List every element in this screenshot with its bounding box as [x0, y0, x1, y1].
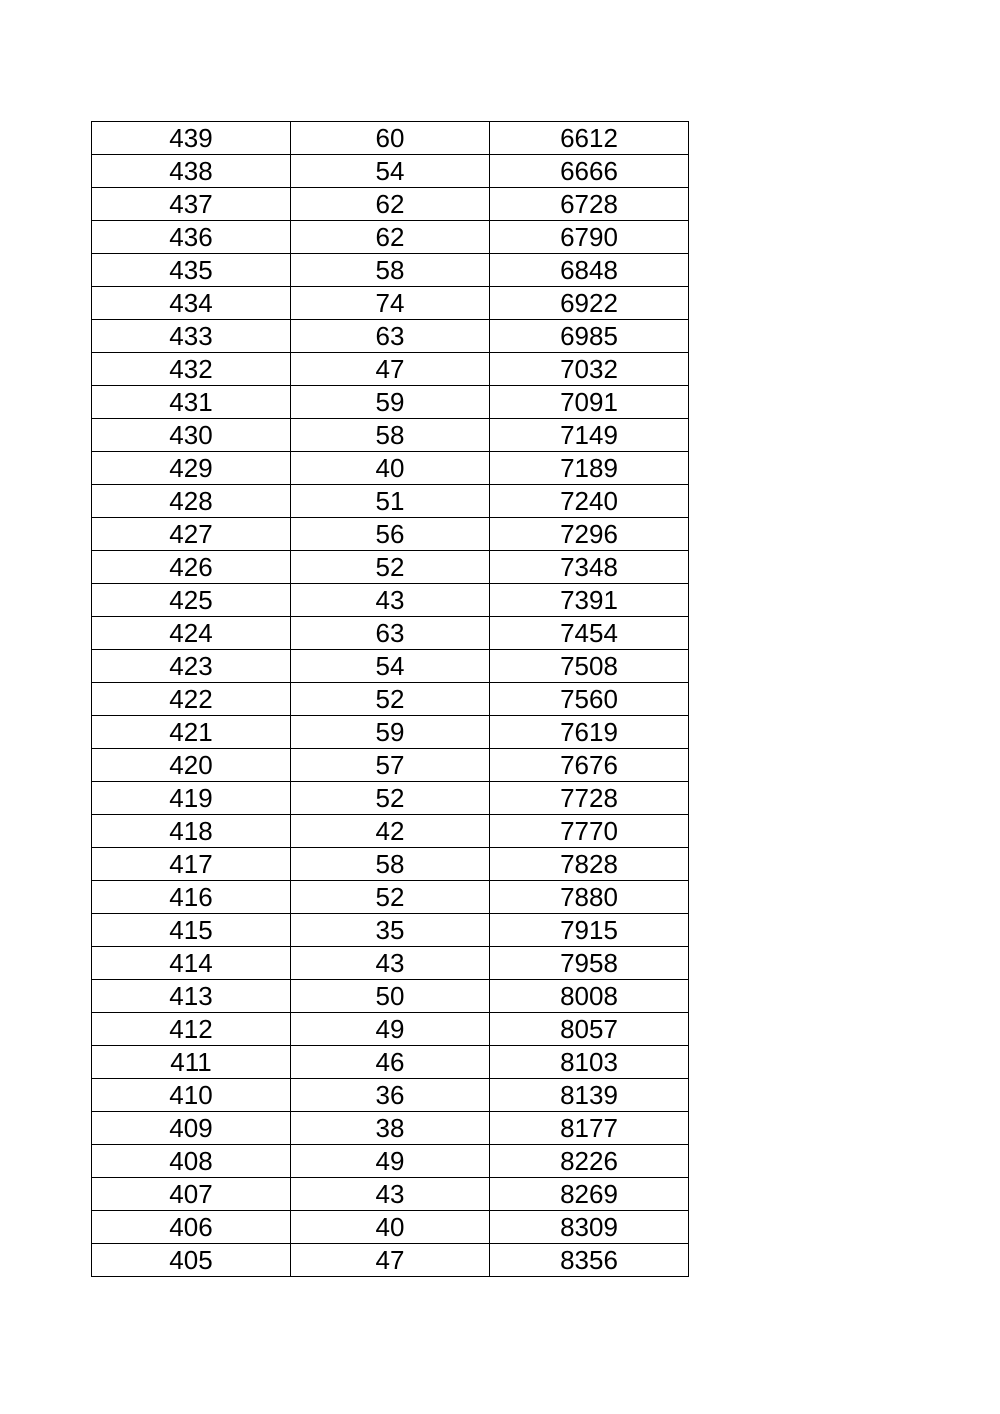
score-cell: 422 — [92, 683, 291, 716]
cumulative-cell: 8057 — [490, 1013, 689, 1046]
count-cell: 60 — [291, 122, 490, 155]
table-row — [92, 947, 689, 980]
count-cell: 38 — [291, 1112, 490, 1145]
score-cell: 428 — [92, 485, 291, 518]
table-row — [92, 782, 689, 815]
score-cell: 430 — [92, 419, 291, 452]
cumulative-cell: 6848 — [490, 254, 689, 287]
count-cell: 43 — [291, 1178, 490, 1211]
table-row — [92, 419, 689, 452]
score-cell: 408 — [92, 1145, 291, 1178]
table-row — [92, 584, 689, 617]
score-cell: 435 — [92, 254, 291, 287]
score-cell: 413 — [92, 980, 291, 1013]
cumulative-cell: 7508 — [490, 650, 689, 683]
table-row — [92, 452, 689, 485]
cumulative-cell: 7091 — [490, 386, 689, 419]
table-row — [92, 155, 689, 188]
count-cell: 62 — [291, 221, 490, 254]
score-cell: 407 — [92, 1178, 291, 1211]
table-row — [92, 1112, 689, 1145]
count-cell: 36 — [291, 1079, 490, 1112]
table-row — [92, 1046, 689, 1079]
cumulative-cell: 7828 — [490, 848, 689, 881]
count-cell: 59 — [291, 716, 490, 749]
count-cell: 56 — [291, 518, 490, 551]
score-cell: 415 — [92, 914, 291, 947]
table-row — [92, 1211, 689, 1244]
score-cell: 416 — [92, 881, 291, 914]
cumulative-cell: 7240 — [490, 485, 689, 518]
cumulative-cell: 6985 — [490, 320, 689, 353]
count-cell: 52 — [291, 551, 490, 584]
score-cell: 436 — [92, 221, 291, 254]
count-cell: 54 — [291, 155, 490, 188]
cumulative-cell: 6922 — [490, 287, 689, 320]
score-cell: 406 — [92, 1211, 291, 1244]
count-cell: 49 — [291, 1013, 490, 1046]
count-cell: 52 — [291, 881, 490, 914]
table-row — [92, 980, 689, 1013]
score-cell: 411 — [92, 1046, 291, 1079]
table-row — [92, 551, 689, 584]
cumulative-cell: 7032 — [490, 353, 689, 386]
cumulative-cell: 8008 — [490, 980, 689, 1013]
count-cell: 58 — [291, 254, 490, 287]
score-cell: 429 — [92, 452, 291, 485]
table-body — [92, 122, 689, 1277]
score-cell: 414 — [92, 947, 291, 980]
score-cell: 410 — [92, 1079, 291, 1112]
cumulative-cell: 8226 — [490, 1145, 689, 1178]
cumulative-cell: 8177 — [490, 1112, 689, 1145]
score-cell: 409 — [92, 1112, 291, 1145]
table-row — [92, 188, 689, 221]
cumulative-cell: 7880 — [490, 881, 689, 914]
score-cell: 437 — [92, 188, 291, 221]
score-cell: 418 — [92, 815, 291, 848]
score-cell: 431 — [92, 386, 291, 419]
count-cell: 50 — [291, 980, 490, 1013]
count-cell: 63 — [291, 320, 490, 353]
score-cell: 427 — [92, 518, 291, 551]
count-cell: 57 — [291, 749, 490, 782]
cumulative-cell: 7770 — [490, 815, 689, 848]
count-cell: 40 — [291, 1211, 490, 1244]
score-cell: 419 — [92, 782, 291, 815]
table-row — [92, 1178, 689, 1211]
count-cell: 54 — [291, 650, 490, 683]
table-row — [92, 353, 689, 386]
count-cell: 47 — [291, 1244, 490, 1277]
table-row — [92, 320, 689, 353]
table-row — [92, 1079, 689, 1112]
cumulative-cell: 6728 — [490, 188, 689, 221]
count-cell: 58 — [291, 419, 490, 452]
table-row — [92, 485, 689, 518]
cumulative-cell: 7149 — [490, 419, 689, 452]
count-cell: 52 — [291, 683, 490, 716]
table-row — [92, 848, 689, 881]
count-cell: 43 — [291, 947, 490, 980]
cumulative-cell: 7189 — [490, 452, 689, 485]
cumulative-cell: 7454 — [490, 617, 689, 650]
count-cell: 63 — [291, 617, 490, 650]
table-row — [92, 221, 689, 254]
table-row — [92, 122, 689, 155]
table-row — [92, 518, 689, 551]
count-cell: 52 — [291, 782, 490, 815]
count-cell: 43 — [291, 584, 490, 617]
cumulative-cell: 8103 — [490, 1046, 689, 1079]
score-cell: 420 — [92, 749, 291, 782]
count-cell: 74 — [291, 287, 490, 320]
count-cell: 35 — [291, 914, 490, 947]
count-cell: 49 — [291, 1145, 490, 1178]
table-row — [92, 617, 689, 650]
table-row — [92, 254, 689, 287]
cumulative-cell: 8356 — [490, 1244, 689, 1277]
count-cell: 47 — [291, 353, 490, 386]
table-row — [92, 1013, 689, 1046]
table-row — [92, 815, 689, 848]
cumulative-cell: 6666 — [490, 155, 689, 188]
table-row — [92, 1244, 689, 1277]
score-cell: 412 — [92, 1013, 291, 1046]
score-cell: 421 — [92, 716, 291, 749]
table-row — [92, 881, 689, 914]
cumulative-cell: 7296 — [490, 518, 689, 551]
table-row — [92, 683, 689, 716]
cumulative-cell: 8309 — [490, 1211, 689, 1244]
score-cell: 405 — [92, 1244, 291, 1277]
cumulative-cell: 7915 — [490, 914, 689, 947]
data-table — [91, 121, 689, 1277]
table-row — [92, 386, 689, 419]
table-row — [92, 914, 689, 947]
table-row — [92, 287, 689, 320]
score-cell: 439 — [92, 122, 291, 155]
cumulative-cell: 7560 — [490, 683, 689, 716]
table-row — [92, 1145, 689, 1178]
score-cell: 434 — [92, 287, 291, 320]
count-cell: 40 — [291, 452, 490, 485]
cumulative-cell: 7348 — [490, 551, 689, 584]
score-cell: 424 — [92, 617, 291, 650]
score-cell: 425 — [92, 584, 291, 617]
table-row — [92, 716, 689, 749]
score-cell: 423 — [92, 650, 291, 683]
score-cell: 433 — [92, 320, 291, 353]
table-row — [92, 749, 689, 782]
cumulative-cell: 8139 — [490, 1079, 689, 1112]
cumulative-cell: 6612 — [490, 122, 689, 155]
score-cell: 438 — [92, 155, 291, 188]
table-row — [92, 650, 689, 683]
count-cell: 58 — [291, 848, 490, 881]
count-cell: 46 — [291, 1046, 490, 1079]
cumulative-cell: 7676 — [490, 749, 689, 782]
score-cell: 417 — [92, 848, 291, 881]
score-cell: 426 — [92, 551, 291, 584]
count-cell: 62 — [291, 188, 490, 221]
count-cell: 42 — [291, 815, 490, 848]
count-cell: 59 — [291, 386, 490, 419]
cumulative-cell: 7728 — [490, 782, 689, 815]
cumulative-cell: 7391 — [490, 584, 689, 617]
cumulative-cell: 7619 — [490, 716, 689, 749]
count-cell: 51 — [291, 485, 490, 518]
score-cell: 432 — [92, 353, 291, 386]
cumulative-cell: 8269 — [490, 1178, 689, 1211]
cumulative-cell: 7958 — [490, 947, 689, 980]
cumulative-cell: 6790 — [490, 221, 689, 254]
